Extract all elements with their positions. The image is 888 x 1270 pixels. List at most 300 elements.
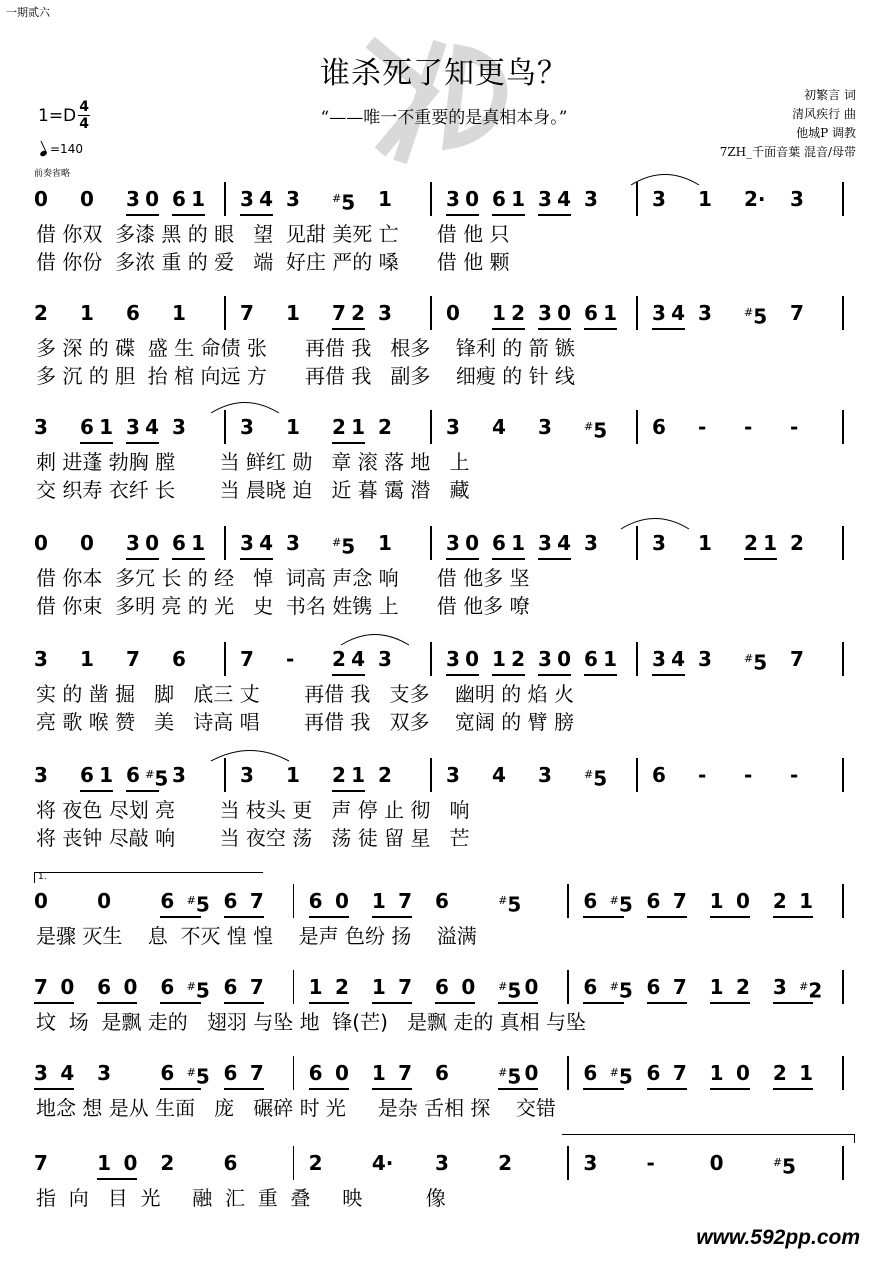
note: 3	[286, 187, 300, 211]
note: 7	[34, 1151, 48, 1175]
note: 4·	[371, 1151, 394, 1175]
bar-line	[636, 758, 638, 792]
lyric-line: 借 你束 多明 亮 的 光 史 书名 姓镌 上 借 他多 嘹	[36, 594, 530, 618]
eighth-underline	[647, 1088, 687, 1090]
bar-line	[842, 642, 844, 676]
eighth-underline	[80, 790, 113, 792]
bar-line	[636, 642, 638, 676]
eighth-underline	[240, 214, 273, 216]
note: 2·	[744, 187, 766, 211]
note: #5	[609, 978, 633, 1003]
bar-line	[224, 758, 226, 792]
note: 6	[160, 975, 175, 999]
note: 1	[371, 1061, 386, 1085]
lyric-line: 实 的 凿 掘 脚 底三 丈 再借 我 支多 幽明 的 焰 火	[36, 682, 575, 706]
notation-line	[0, 414, 888, 443]
bar-line	[636, 296, 638, 330]
note: 2	[772, 1061, 787, 1085]
note: 0	[34, 531, 48, 555]
note: 3	[378, 301, 392, 325]
note: 3	[698, 301, 712, 325]
note: 2	[34, 301, 48, 325]
note: 6	[172, 531, 186, 555]
ending-bracket	[562, 1134, 855, 1143]
time-bottom: 4	[79, 116, 90, 132]
note: 7	[240, 301, 254, 325]
note: 2	[332, 647, 346, 671]
time-signature	[78, 100, 90, 131]
note: 1	[511, 531, 526, 555]
note: 7	[398, 889, 413, 913]
eighth-underline	[372, 916, 412, 918]
score-system	[0, 186, 888, 306]
note: 1	[80, 301, 94, 325]
note: 3	[286, 531, 300, 555]
note: 3	[378, 647, 392, 671]
note: 7	[790, 301, 804, 325]
lyric-line: 多 深 的 碟 盛 生 命债 张 再借 我 根多 锋利 的 箭 镞	[36, 336, 575, 360]
eighth-underline	[538, 558, 571, 560]
eighth-underline	[332, 790, 365, 792]
quarter-note-icon	[39, 149, 47, 156]
score-system	[0, 762, 888, 882]
lyric-line: 将 夜色 尽划 亮 当 枝头 更 声 停 止 彻 响	[36, 798, 470, 822]
note: 3	[652, 531, 666, 555]
hold-dash: -	[286, 647, 295, 671]
note: #5	[332, 190, 356, 215]
eighth-underline	[538, 328, 571, 330]
eighth-underline	[34, 1088, 74, 1090]
note: 3	[172, 415, 186, 439]
note: 3	[446, 763, 460, 787]
eighth-underline	[773, 1088, 813, 1090]
note: 3	[538, 301, 552, 325]
note: 2	[351, 301, 366, 325]
note: 3	[772, 975, 787, 999]
eighth-underline	[172, 214, 205, 216]
eighth-underline	[710, 1002, 750, 1004]
eighth-underline	[34, 1002, 74, 1004]
note: 7	[249, 975, 264, 999]
eighth-underline	[652, 674, 685, 676]
note: 0	[145, 187, 160, 211]
note: #2	[799, 978, 823, 1003]
notation-line	[0, 186, 888, 215]
note: #5	[498, 978, 522, 1003]
note: 3	[652, 647, 666, 671]
note: 6	[223, 889, 238, 913]
footer-site: www.592pp.com	[696, 1226, 860, 1249]
eighth-underline	[498, 1088, 538, 1090]
note: 6	[435, 889, 449, 913]
note: 0	[735, 889, 750, 913]
note: 0	[446, 301, 460, 325]
note: 3	[240, 187, 254, 211]
note: #5	[744, 304, 768, 329]
eighth-underline	[309, 1002, 349, 1004]
bar-line	[293, 970, 295, 1004]
note: 3	[126, 415, 140, 439]
note: 6	[223, 1151, 238, 1175]
note: 1	[603, 647, 618, 671]
note: 3	[240, 531, 254, 555]
note: 1	[308, 975, 323, 999]
notation-line	[0, 974, 888, 1003]
note: 1	[97, 1151, 112, 1175]
bar-line	[224, 410, 226, 444]
first-ending-bracket	[34, 872, 263, 883]
note: 3	[240, 763, 254, 787]
note: 6	[492, 187, 506, 211]
note: 1	[378, 531, 392, 555]
note: 3	[240, 415, 254, 439]
eighth-underline	[160, 916, 200, 918]
bar-line	[842, 410, 844, 444]
eighth-underline	[492, 328, 525, 330]
note: 0	[709, 1151, 724, 1175]
note: 4	[492, 763, 506, 787]
notation-line	[0, 1060, 888, 1089]
eighth-underline	[710, 916, 750, 918]
eighth-underline	[172, 558, 205, 560]
note: 3	[538, 647, 552, 671]
note: 0	[465, 647, 480, 671]
note: 7	[249, 1061, 264, 1085]
note: 2	[511, 301, 526, 325]
note: 3	[435, 1151, 449, 1175]
bar-line	[842, 970, 844, 1004]
note: 6	[160, 889, 175, 913]
note: 2	[772, 889, 787, 913]
note: 7	[790, 647, 804, 671]
note: 1	[763, 531, 778, 555]
note: 1	[603, 301, 618, 325]
page-subtitle: “——唯一不重要的是真相本身。”	[320, 108, 568, 128]
note: 4	[557, 531, 572, 555]
note: 1	[286, 763, 300, 787]
note: 0	[461, 975, 476, 999]
eighth-underline	[538, 674, 571, 676]
note: #5	[772, 1154, 796, 1179]
note: 1	[709, 889, 724, 913]
score-system	[0, 530, 888, 650]
note: 4	[145, 415, 160, 439]
eighth-underline	[435, 1002, 475, 1004]
note: 3	[584, 531, 598, 555]
note: #5	[332, 534, 356, 559]
eighth-underline	[97, 1178, 137, 1180]
eighth-underline	[160, 1002, 200, 1004]
note: 0	[80, 531, 94, 555]
note: 6	[97, 975, 112, 999]
note: 2	[332, 415, 346, 439]
note: 1	[191, 187, 206, 211]
note: 2	[735, 975, 750, 999]
note: 6	[584, 647, 598, 671]
note: 4	[492, 415, 506, 439]
score-system	[0, 300, 888, 420]
note: 1	[511, 187, 526, 211]
bar-line	[430, 182, 432, 216]
note: 2	[308, 1151, 323, 1175]
note: 7	[34, 975, 48, 999]
eighth-underline	[224, 916, 264, 918]
bar-line	[842, 526, 844, 560]
watermark-logo	[340, 22, 540, 172]
notation-line	[0, 1150, 888, 1179]
note: 3	[652, 301, 666, 325]
note: 7	[126, 647, 140, 671]
note: 3	[538, 415, 552, 439]
credit-music: 清风疾行 曲	[792, 107, 856, 121]
note: 2	[511, 647, 526, 671]
note: 6	[652, 763, 666, 787]
eighth-underline	[584, 328, 617, 330]
note: #5	[609, 1064, 633, 1089]
score-system	[0, 646, 888, 766]
note: 6	[80, 763, 94, 787]
bar-line	[636, 410, 638, 444]
lyric-line: 是骤 灭生 息 不灭 惶 惶 是声 色纷 扬 溢满	[36, 924, 477, 948]
note: #5	[609, 892, 633, 917]
eighth-underline	[710, 1088, 750, 1090]
bar-line	[842, 182, 844, 216]
eighth-underline	[309, 916, 349, 918]
page-title: 谁杀死了知更鸟？	[320, 56, 568, 91]
lyric-line: 多 沉 的 胆 抬 棺 向远 方 再借 我 副多 细瘦 的 针 线	[36, 364, 575, 388]
note: 4	[60, 1061, 75, 1085]
key-label: 1=D	[38, 105, 77, 126]
note: 6	[492, 531, 506, 555]
hold-dash: -	[698, 763, 707, 787]
eighth-underline	[744, 558, 777, 560]
note: 0	[123, 1151, 138, 1175]
note: 6	[583, 975, 598, 999]
note: 4	[671, 647, 686, 671]
notation-line	[0, 888, 888, 917]
note: 1	[799, 1061, 814, 1085]
note: 6	[126, 301, 140, 325]
note: 6	[308, 1061, 323, 1085]
note: 3	[34, 415, 48, 439]
note: 3	[584, 187, 598, 211]
tie-arc	[620, 514, 690, 530]
credits	[720, 86, 856, 162]
note: 3	[790, 187, 804, 211]
note: 0	[97, 889, 112, 913]
note: 1	[698, 531, 712, 555]
note: 1	[286, 301, 300, 325]
note: 6	[584, 301, 598, 325]
note: 0	[334, 1061, 349, 1085]
note: 2	[160, 1151, 175, 1175]
note: 7	[672, 1061, 687, 1085]
eighth-underline	[492, 214, 525, 216]
note: 4	[557, 187, 572, 211]
eighth-underline	[652, 328, 685, 330]
bar-line	[636, 526, 638, 560]
note: 3	[446, 415, 460, 439]
notation-line	[0, 646, 888, 675]
lyric-line: 将 丧钟 尽敲 响 当 夜空 荡 荡 徒 留 星 芒	[36, 826, 470, 850]
note: 3	[97, 1061, 112, 1085]
bar-line	[224, 526, 226, 560]
note: 3	[34, 763, 48, 787]
note: 6	[172, 647, 186, 671]
note: 1	[351, 415, 366, 439]
note: 1	[286, 415, 300, 439]
eighth-underline	[126, 214, 159, 216]
note: 1	[99, 415, 114, 439]
bar-line	[567, 970, 569, 1004]
note: 0	[80, 187, 94, 211]
note: 6	[223, 975, 238, 999]
eighth-underline	[97, 1002, 137, 1004]
note: #5	[498, 892, 522, 917]
note: 0	[334, 889, 349, 913]
eighth-underline	[126, 790, 159, 792]
note: 3	[126, 187, 140, 211]
bar-line	[567, 1146, 569, 1180]
note: 1	[80, 647, 94, 671]
hold-dash: -	[744, 763, 753, 787]
note: 6	[652, 415, 666, 439]
note: 0	[524, 1061, 539, 1085]
eighth-underline	[126, 442, 159, 444]
eighth-underline	[583, 916, 623, 918]
note: #5	[498, 1064, 522, 1089]
bar-line	[567, 884, 569, 918]
note: 0	[123, 975, 138, 999]
eighth-underline	[584, 674, 617, 676]
note: 1	[172, 301, 186, 325]
eighth-underline	[332, 442, 365, 444]
note: 0	[60, 975, 75, 999]
lyric-line: 指 向 目 光 融 汇 重 叠 映 像	[36, 1186, 446, 1210]
bar-line	[430, 526, 432, 560]
bar-line	[430, 296, 432, 330]
note: #5	[186, 892, 210, 917]
note: 3	[446, 187, 460, 211]
notation-line	[0, 300, 888, 329]
note: 1	[709, 1061, 724, 1085]
note: 2	[498, 1151, 513, 1175]
note: 3	[538, 531, 552, 555]
note: 4	[259, 531, 274, 555]
tie-arc	[210, 746, 290, 762]
bar-line	[224, 642, 226, 676]
note: 3	[538, 763, 552, 787]
eighth-underline	[126, 558, 159, 560]
note: 2	[744, 531, 758, 555]
eighth-underline	[309, 1088, 349, 1090]
eighth-underline	[446, 674, 479, 676]
note: 0	[524, 975, 539, 999]
note: 6	[435, 1061, 449, 1085]
note: 6	[223, 1061, 238, 1085]
eighth-underline	[332, 328, 365, 330]
note: 3	[34, 647, 48, 671]
note: 7	[398, 975, 413, 999]
note: 1	[371, 889, 386, 913]
eighth-underline	[538, 214, 571, 216]
notation-line	[0, 762, 888, 791]
eighth-underline	[224, 1088, 264, 1090]
eighth-underline	[224, 1002, 264, 1004]
hold-dash: -	[744, 415, 753, 439]
bar-line	[842, 1056, 844, 1090]
note: 3	[34, 1061, 48, 1085]
bar-line	[842, 1146, 844, 1180]
credit-tuning: 他城P 调教	[796, 126, 856, 140]
note: 1	[698, 187, 712, 211]
prelude-note: 前奏省略	[34, 169, 71, 179]
note: 2	[378, 763, 392, 787]
note: 6	[583, 889, 598, 913]
note: 6	[172, 187, 186, 211]
note: 7	[398, 1061, 413, 1085]
note: 7	[672, 889, 687, 913]
note: 3	[446, 647, 460, 671]
note: #5	[186, 978, 210, 1003]
note: 1	[492, 647, 506, 671]
note: 1	[492, 301, 506, 325]
bar-line	[224, 182, 226, 216]
note: 6	[583, 1061, 598, 1085]
note: 2	[378, 415, 392, 439]
note: 1	[99, 763, 114, 787]
note: 3	[172, 763, 186, 787]
note: 0	[145, 531, 160, 555]
note: 4	[259, 187, 274, 211]
eighth-underline	[773, 1002, 813, 1004]
lyric-line: 亮 歌 喉 赞 美 诗高 唱 再借 我 双多 宽阔 的 臂 膀	[36, 710, 575, 734]
note: 6	[126, 763, 140, 787]
note: #5	[584, 418, 608, 443]
credit-mix: 7ZH_千面音葉 混音/母带	[719, 145, 856, 159]
eighth-underline	[372, 1002, 412, 1004]
bar-line	[430, 410, 432, 444]
eighth-underline	[492, 558, 525, 560]
note: 6	[80, 415, 94, 439]
eighth-underline	[498, 1002, 538, 1004]
note: 1	[371, 975, 386, 999]
bar-line	[293, 1146, 295, 1180]
note: 3	[698, 647, 712, 671]
bar-line	[842, 884, 844, 918]
lyric-line: 借 你本 多冗 长 的 经 悼 词高 声念 响 借 他多 坚	[36, 566, 530, 590]
eighth-underline	[372, 1088, 412, 1090]
note: 6	[646, 889, 661, 913]
eighth-underline	[240, 558, 273, 560]
hold-dash: -	[646, 1151, 655, 1175]
eighth-underline	[80, 442, 113, 444]
first-ending-label: 1.	[38, 872, 47, 882]
credit-lyrics: 初繁言 词	[804, 88, 856, 102]
note: 0	[465, 187, 480, 211]
note: 0	[34, 889, 48, 913]
tempo-value: =140	[50, 142, 83, 156]
score-system	[0, 414, 888, 534]
note: 3	[126, 531, 140, 555]
note: 1	[799, 889, 814, 913]
notation-line	[0, 530, 888, 559]
tie-arc	[630, 170, 700, 186]
eighth-underline	[492, 674, 525, 676]
tempo-marking	[40, 142, 83, 156]
note: 3	[446, 531, 460, 555]
note: 0	[34, 187, 48, 211]
